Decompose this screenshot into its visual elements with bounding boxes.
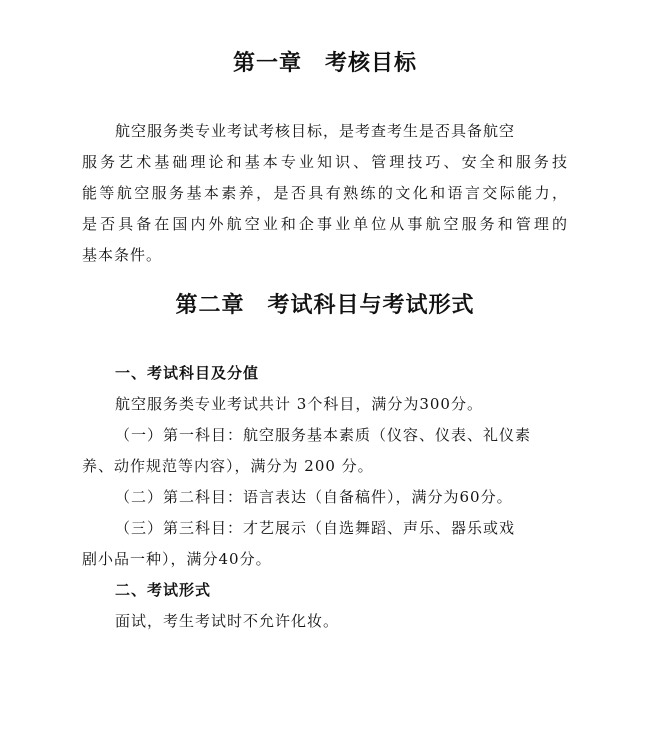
chapter1-para-line-4: 是否具备在国内外航空业和企事业单位从事航空服务和管理的 <box>82 215 568 233</box>
chapter1-para-line-2: 服务艺术基础理论和基本专业知识、管理技巧、安全和服务技 <box>82 153 568 171</box>
section2-body: 面试，考生考试时不允许化妆。 <box>115 612 340 630</box>
chapter1-para-line-1: 航空服务类专业考试考核目标，是考查考生是否具备航空 <box>115 122 516 140</box>
section2-heading: 二、考试形式 <box>115 581 212 599</box>
chapter1-title: 第一章 考核目标 <box>232 51 417 76</box>
chapter1-para-line-3: 能等航空服务基本素养，是否具有熟练的文化和语言交际能力， <box>82 184 568 202</box>
item1-line-2: 养、动作规范等内容），满分为 200 分。 <box>82 457 374 475</box>
item1-line-1: （一）第一科目：航空服务基本素质（仪容、仪表、礼仪素 <box>115 426 532 444</box>
item3-line-1: （三）第三科目：才艺展示（自选舞蹈、声乐、器乐或戏 <box>115 519 516 537</box>
chapter2-title: 第二章 考试科目与考试形式 <box>175 293 475 318</box>
item2-line: （二）第二科目：语言表达（自备稿件），满分为60分。 <box>115 488 513 506</box>
section1-heading: 一、考试科目及分值 <box>115 364 260 382</box>
section1-intro: 航空服务类专业考试共计 3个科目，满分为300分。 <box>115 395 483 413</box>
chapter1-para-line-5: 基本条件。 <box>82 246 163 264</box>
item3-line-2: 剧小品一种），满分40分。 <box>82 550 272 568</box>
